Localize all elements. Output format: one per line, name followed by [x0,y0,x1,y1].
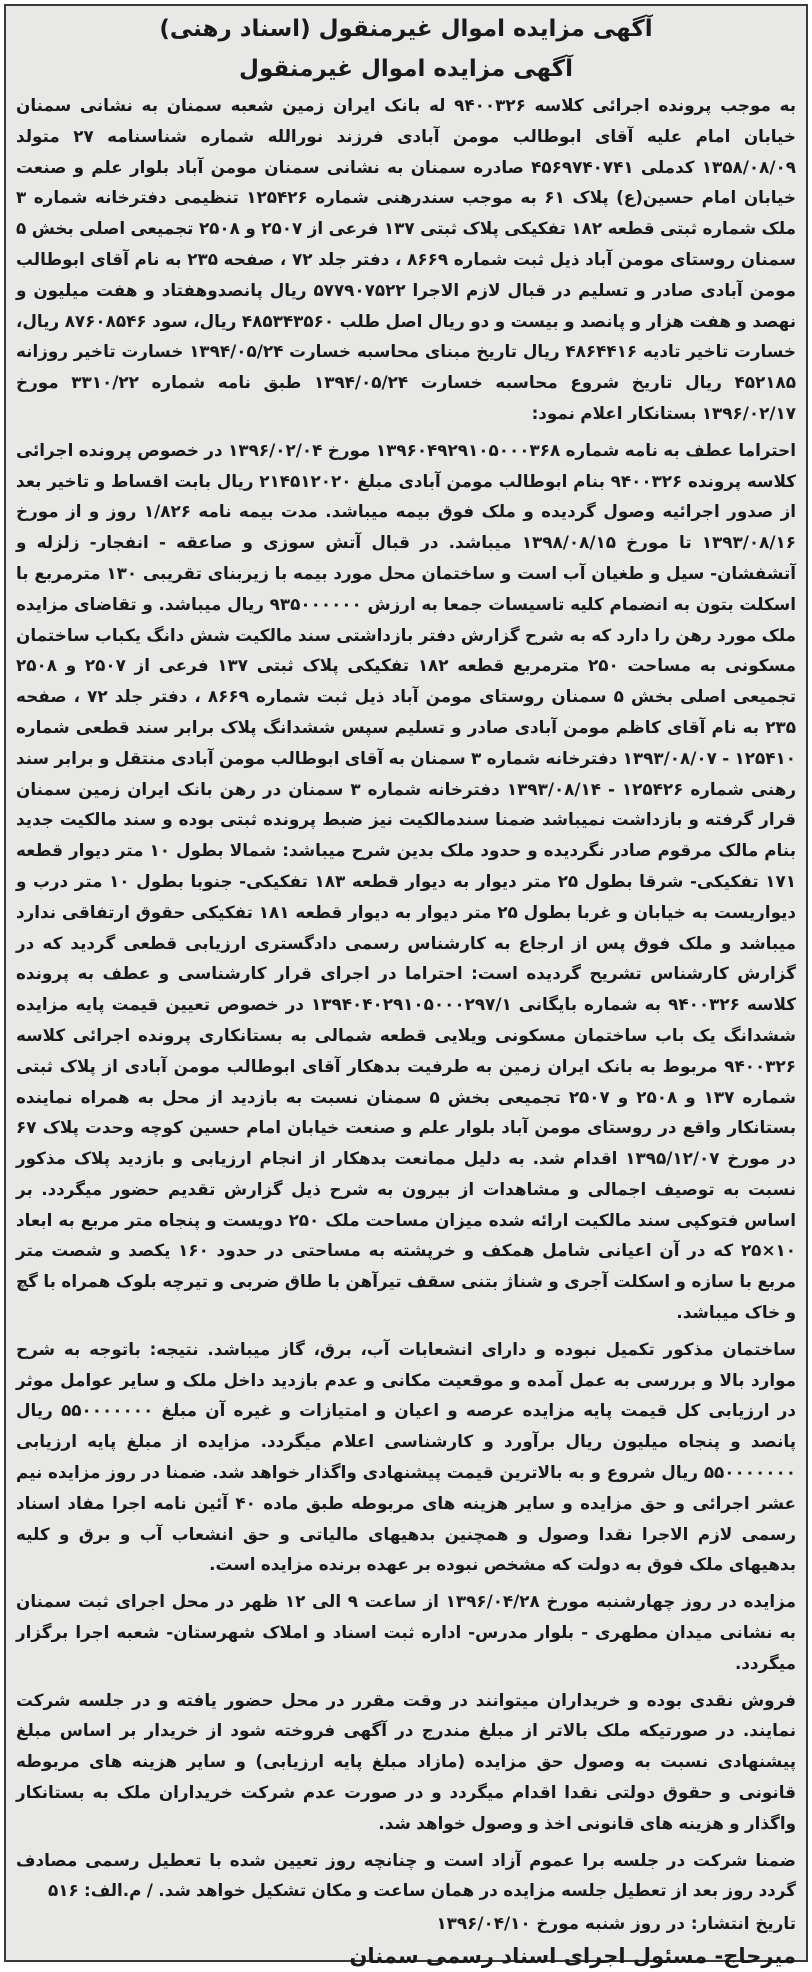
signature: میرحاج- مسئول اجرای اسناد رسمی سمنان [349,1944,796,1969]
paragraph-auction-time-place: مزایده در روز چهارشنبه مورخ ۱۳۹۶/۰۴/۲۸ از ساعت ۹ الی ۱۲ ظهر در محل اجرای ثبت سمنان به نشانی میدان مطهری - بلوار مدرس- اداره ثبت اسناد و املاک شهرستان- شعبه اجرا برگزار میگردد. [16,1591,796,1673]
paragraph-holiday-clause: ضمنا شرکت در جلسه برا عموم آزاد است و چنانچه روز تعیین شده با تعطیل رسمی مصادف گردد روز بعد از تعطیل جلسه مزایده در همان ساعت و مکان تشکیل خواهد شد. / م.الف: ۵۱۶ [16,1849,796,1901]
paragraph-case-details: به موجب پرونده اجرائی کلاسه ۹۴۰۰۳۲۶ له بانک ایران زمین شعبه سمنان به نشانی سمنان خیابان امام علیه آقای ابوطالب مومن آبادی فرزند نورالله شماره شناسنامه ۲۷ متولد ۱۳۵۸/۰۸/۰۹ کدملی ۴۵۶۹۷۴۰۷۴۱ صادره سمنان به نشانی سمنان مومن آباد بلوار علم و صنعت خیابان امام حسین(ع) پلاک ۶۱ به موجب سندرهنی شماره ۱۲۵۴۲۶ تنظیمی دفترخانه شماره ۳ ملک شماره ثبتی قطعه ۱۸۲ تفکیکی پلاک ثبتی ۱۳۷ فرعی از ۲۵۰۷ و ۲۵۰۸ تجمیعی اصلی بخش ۵ سمنان روستای مومن آباد ذیل ثبت شماره ۸۶۶۹ ، دفتر جلد ۷۲ ، صفحه ۲۳۵ به نام آقای ابوطالب مومن آبادی صادر و تسلیم در قبال لازم الاجرا ۵۷۷۹۰۷۵۲۲ ریال پانصدوهفتاد و هفت میلیون و نهصد و هفت هزار و پانصد و بیست و دو ریال اصل طلب ۴۸۵۳۴۳۵۶۰ ریال، سود ۸۷۶۰۸۵۴۶ ریال، خسارت تاخیر تادیه ۴۸۶۴۴۱۶ ریال تاریخ مبنای محاسبه خسارت ۱۳۹۴/۰۵/۲۴ خسارت تاخیر روزانه ۴۵۲۱۸۵ ریال تاریخ شروع محاسبه خسارت ۱۳۹۴/۰۵/۲۴ طبق نامه شماره ۳۳۱۰/۲۲ مورخ ۱۳۹۶/۰۲/۱۷ بستانکار اعلام نمود: [16,95,797,423]
notice-body [16,14,797,1969]
publication-date: تاریخ انتشار: در روز شنبه مورخ ۱۳۹۶/۰۴/۱۰ [436,1913,796,1934]
paragraph-sale-terms: فروش نقدی بوده و خریداران میتوانند در وقت مقرر در محل حضور یافته و در جلسه شرکت نمایند. در صورتیکه ملک بالاتر از مبلغ مندرج در آگهی فروخته شود از خریدار بر اساس مبلغ پیشنهادی نسبت به وصول حق مزایده (مازاد مبلغ پایه ارزیابی) و سایر هزینه های مربوطه قانونی و حقوق دولتی نقدا اقدام میگردد و در صورت عدم شرکت خریداران ملک به بستانکار واگذار و هزینه های قانونی اخذ و وصول خواهد شد. [16,1689,796,1833]
newspaper-clipping [4,4,808,1969]
notice-title: آگهی مزایده اموال غیرمنقول (اسناد رهنی) [159,16,653,42]
paragraph-property-description: احتراما عطف به نامه شماره ۱۳۹۶۰۴۹۲۹۱۰۵۰۰۰۳۶۸ مورخ ۱۳۹۶/۰۲/۰۴ در خصوص پرونده اجرائی کلاسه پرونده ۹۴۰۰۳۲۶ بنام ابوطالب مومن آبادی مبلغ ۲۱۴۵۱۲۰۲۰ ریال بابت اقساط و تاخیر بعد از صدور اجرائیه وصول گردیده و ملک فوق بیمه میباشد. مدت بیمه نامه ۱/۸۲۶ روز و از مورخ ۱۳۹۳/۰۸/۱۶ تا مورخ ۱۳۹۸/۰۸/۱۵ میباشد. در قبال آتش سوزی و صاعقه - انفجار- زلزله و آتشفشان- سیل و طغیان آب است و ساختمان محل مورد بیمه با زیربنای تقریبی ۱۳۰ مترمربع با اسکلت بتون به انضمام کلیه تاسیسات جمعا به ارزش ۹۳۵۰۰۰۰۰۰ ریال میباشد. و تقاضای مزایده ملک مورد رهن را دارد که به شرح گزارش دفتر بازداشتی سند مالکیت شش دانگ یکباب ساختمان مسکونی به مساحت ۲۵۰ مترمربع قطعه ۱۸۲ تفکیکی پلاک ثبتی ۱۳۷ فرعی از ۲۵۰۷ و ۲۵۰۸ تجمیعی اصلی بخش ۵ سمنان روستای مومن آباد ذیل ثبت شماره ۸۶۶۹ ، دفتر جلد ۷۲ ، صفحه ۲۳۵ به نام آقای کاظم مومن آبادی صادر و تسلیم سپس ششدانگ پلاک برابر سند قطعی شماره ۱۲۵۴۱۰ - ۱۳۹۳/۰۸/۰۷ دفترخانه شماره ۳ سمنان به آقای ابوطالب مومن آبادی منتقل و برابر سند رهنی شماره ۱۲۵۴۲۶ - ۱۳۹۳/۰۸/۱۴ دفترخانه شماره ۳ سمنان در رهن بانک ایران زمین سمنان قرار گرفته و بازداشت نمیباشد ضمنا سندمالکیت نیز ضبط پرونده ثبتی بوده و سند مالکیت جدید بنام مالک مرقوم صادر نگردیده و حدود ملک بدین شرح میباشد: شمالا بطول ۱۰ متر دیوار قطعه ۱۷۱ تفکیکی- شرقا بطول ۲۵ متر دیوار به دیوار قطعه ۱۸۳ تفکیکی- جنوبا بطول ۱۰ متر درب و دیواریست به خیابان و غربا بطول ۲۵ متر دیوار به دیوار قطعه ۱۸۱ تفکیکی حقوق ارتفاقی ندارد میباشد و ملک فوق پس از ارجاع به کارشناس رسمی دادگستری ارزیابی قطعی گردید که در گزارش کارشناس تشریح گردیده است: احتراما در اجرای قرار کارشناسی و عطف به پرونده کلاسه ۹۴۰۰۳۲۶ به شماره بایگانی ۱۳۹۴۰۴۰۲۹۱۰۵۰۰۰۲۹۷/۱ در خصوص تعیین قیمت پایه مزایده ششدانگ یک باب ساختمان مسکونی ویلایی قطعه شمالی به بستانکاری پرونده اجرائی کلاسه ۹۴۰۰۳۲۶ مربوط به بانک ایران زمین به طرفیت بدهکار آقای ابوطالب مومن آبادی از پلاک ثبتی شماره ۱۳۷ و ۲۵۰۸ و ۲۵۰۷ تجمیعی بخش ۵ سمنان نسبت به بازدید از محل به همراه نماینده بستانکار واقع در روستای مومن آباد بلوار علم و صنعت خیابان امام حسین کوچه وحدت پلاک ۶۷ در مورخ ۱۳۹۵/۱۲/۰۷ اقدام شد. به دلیل ممانعت بدهکار از انجام ارزیابی و بازدید پلاک مذکور نسبت به توصیف اجمالی و مشاهدات از بیرون به شرح ذیل گزارش تقدیم حضور میگردد. بر اساس فتوکپی سند مالکیت ارائه شده میزان مساحت ملک ۲۵۰ دویست و پنجاه متر مربع به ابعاد ۱۰×۲۵ که در آن اعیانی شامل همکف و خرپشته به مساحتی در حدود ۱۶۰ یکصد و شصت متر مربع با سازه و اسکلت آجری و شناژ بتنی سقف تیرآهن با طاق ضربی و تیرچه بلوک همراه با گچ و خاک میباشد. [16,439,797,1323]
paragraph-valuation-result: ساختمان مذکور تکمیل نبوده و دارای انشعابات آب، برق، گاز میباشد. نتیجه: باتوجه به شرح موارد بالا و بررسی به عمل آمده و موقعیت مکانی و عدم بازدید داخل ملک و سایر عوامل موثر در ارزیابی کل قیمت پایه مزایده عرصه و اعیان و امتیازات و غیره آن مبلغ ۵۵۰۰۰۰۰۰۰ ریال پانصد و پنجاه میلیون ریال برآورد و کارشناسی اعلام میگردد. مزایده از مبلغ پایه ارزیابی ۵۵۰۰۰۰۰۰۰ ریال شروع و به بالاترین قیمت پیشنهادی واگذار خواهد شد. ضمنا در روز مزایده نیم عشر اجرائی و حق مزایده و سایر هزینه های مربوطه طبق ماده ۴۰ آئین نامه اجرا مفاد اسناد رسمی لازم الاجرا نقدا وصول و همچنین بدهیهای مالیاتی و حق انشعاب آب و برق و کلیه بدهیهای ملک فوق به دولت که مشخص نبوده بر عهده برنده مزایده است. [16,1338,796,1575]
notice-subtitle: آگهی مزایده اموال غیرمنقول [238,56,574,82]
